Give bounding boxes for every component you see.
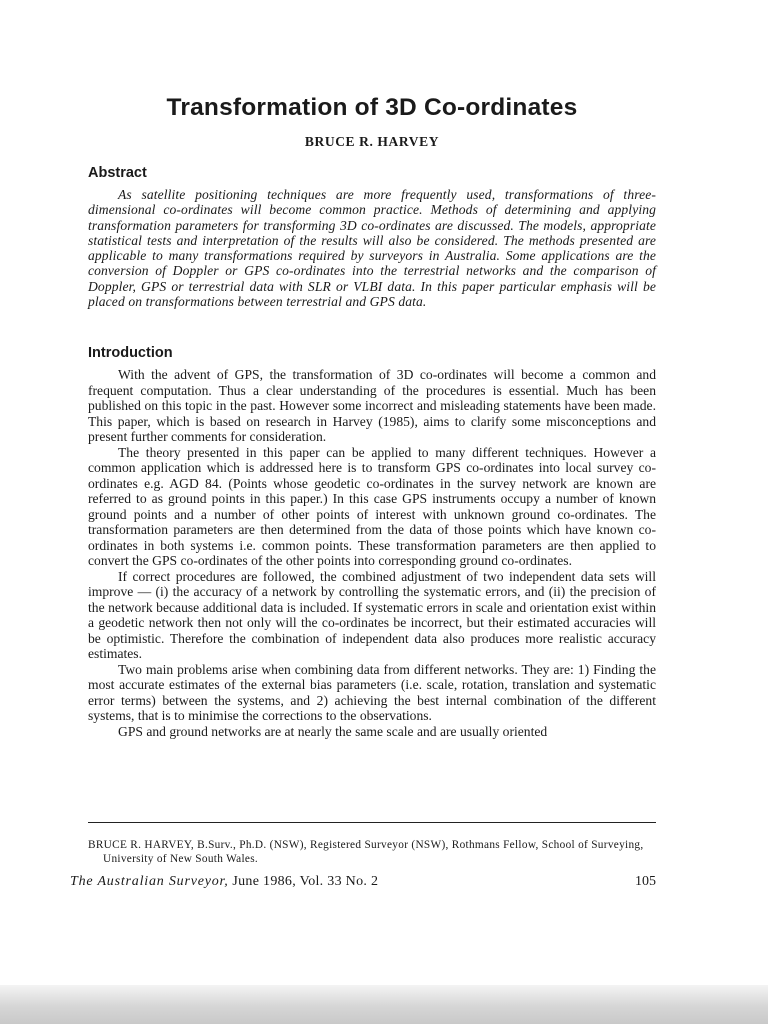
journal-issue: June 1986, Vol. 33 No. 2 — [232, 874, 379, 889]
journal-name: The Australian Surveyor, — [70, 874, 229, 889]
page-number: 105 — [635, 874, 656, 889]
journal-citation — [70, 874, 378, 890]
intro-paragraph: With the advent of GPS, the transformation of 3D co-ordinates will become a common and frequent computation. Thus a clear understanding of the procedures is essential. Much has been published on this topic in the past. However some incorrect and misleading statements have been made. This paper, which is based on research in Harvey (1985), aims to clarify some misconceptions and present further comments for consideration. — [88, 367, 656, 444]
footnote-divider — [88, 822, 656, 823]
abstract-text: As satellite positioning techniques are more frequently used, transformations of three-dimensional co-ordinates will become common practice. Methods of determining and applying transformation parameters for transforming 3D co-ordinates are discussed. The models, appropriate statistical tests and interpretation of the results will also be considered. The methods presented are applicable to many transformations required by surveyors in Australia. Some applications are the conversion of Doppler or GPS co-ordinates into the terrestrial networks and the comparison of Doppler, GPS or terrestrial data with SLR or VLBI data. In this paper particular emphasis will be placed on transformations between terrestrial and GPS data. — [88, 187, 656, 310]
introduction-heading: Introduction — [88, 345, 173, 361]
intro-paragraph: The theory presented in this paper can be applied to many different techniques. However a common application which is addressed here is to transform GPS co-ordinates into local survey co-ordinates e.g. AGD 84. (Points whose geodetic co-ordinates in the survey network are known are referred to as ground points in this paper.) In this case GPS instruments occupy a number of known ground points and a number of other points of interest with unknown ground co-ordinates. The transformation parameters are then determined from the data of those points which have known co-ordinates in both systems i.e. common points. These transformation parameters are then applied to convert the GPS co-ordinates of the other points into corresponding ground co-ordinates. — [88, 444, 656, 568]
introduction-body — [88, 367, 656, 739]
intro-paragraph: GPS and ground networks are at nearly the same scale and are usually oriented — [118, 723, 548, 739]
paper-title: Transformation of 3D Co-ordinates — [166, 94, 578, 121]
author-name: BRUCE R. HARVEY — [304, 134, 440, 149]
intro-paragraph: Two main problems arise when combining data from different networks. They are: 1) Finding the most accurate estimates of the external bias parameters (i.e. scale, rotation, translation and systematic error terms) between the systems, and 2) achieving the best internal combination of the different systems, that is to minimise the corrections to the observations. — [88, 661, 656, 723]
intro-paragraph: If correct procedures are followed, the combined adjustment of two independent data sets will improve — (i) the accuracy of a network by controlling the systematic errors, and (ii) the precision of the network because additional data is included. If systematic errors in scale and orientation exist within a geodetic network then not only will the co-ordinates be incorrect, but their estimated accuracies will be optimistic. Therefore the combination of independent data also produces more realistic accuracy estimates. — [88, 568, 656, 661]
scan-edge-shadow — [0, 985, 768, 1024]
author-footnote: BRUCE R. HARVEY, B.Surv., Ph.D. (NSW), Registered Surveyor (NSW), Rothmans Fellow, School of Surveying, University of New South Wales. — [88, 839, 644, 865]
abstract-heading: Abstract — [88, 165, 147, 181]
